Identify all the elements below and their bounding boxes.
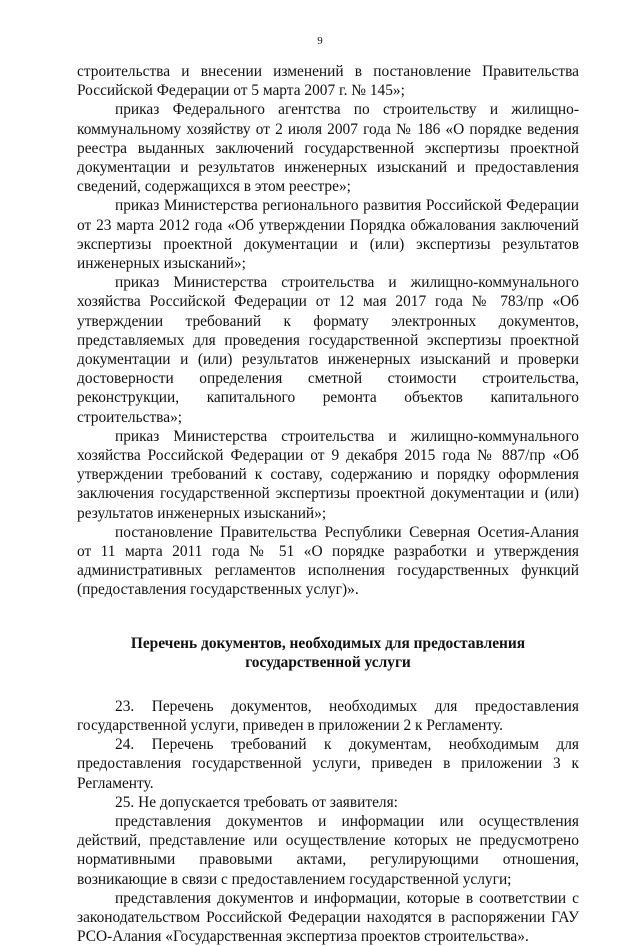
paragraph-resolution-51: постановление Правительства Республики Северная Осетия-Алания от 11 марта 2011 года № 51 «О порядке разработки и утверждения административных регламентов исполнения государственных функций (предоставления государственных услуг)». bbox=[77, 523, 579, 599]
paragraph-order-186: приказ Федерального агентства по строительству и жилищно-коммунальному хозяйству от 2 июля 2007 года № 186 «О порядке ведения реестра выданных заключений государственной экспертизы проектной документации и результатов инженерных изысканий и предоставления сведений, содержащихся в этом реестре»; bbox=[77, 101, 579, 196]
paragraph-23: 23. Перечень документов, необходимых для предоставления государственной услуги, приведен в приложении 2 к Регламенту. bbox=[77, 697, 579, 734]
paragraph-order-minregion: приказ Министерства регионального развития Российской Федерации от 23 марта 2012 года «Об утверждении Порядка обжалования заключений экспертизы проектной документации и (или) экспертизы результатов инженерных изысканий»; bbox=[77, 197, 579, 273]
paragraph-25: 25. Не допускается требовать от заявителя: bbox=[115, 793, 398, 811]
paragraph-order-887: приказ Министерства строительства и жилищно-коммунального хозяйства Российской Федерации от 9 декабря 2015 года № 887/пр «Об утверждении требований к составу, содержанию и порядку оформления заключения государственной экспертизы проектной документации и (или) результатов инженерных изысканий»; bbox=[77, 427, 579, 522]
paragraph-25-item-2: представления документов и информации, которые в соответствии с законодательством Российской Федерации находятся в распоряжении ГАУ РСО-Алания «Государственная экспертиза проектов строительства». bbox=[77, 889, 579, 946]
section-heading-line-1: Перечень документов, необходимых для предоставления bbox=[130, 634, 526, 652]
paragraph-order-783: приказ Министерства строительства и жилищно-коммунального хозяйства Российской Федерации от 12 мая 2017 года № 783/пр «Об утверждении требований к формату электронных документов, представляемых для проведения государственной экспертизы проектной документации и (или) результатов инженерных изысканий и проверки достоверности определения сметной стоимости строительства, реконструкции, капитального ремонта объектов капитального строительства»; bbox=[77, 274, 579, 426]
section-heading-line-2: государственной услуги bbox=[245, 653, 411, 671]
paragraph-25-item-1: представления документов и информации или осуществления действий, представление или осуществление которых не предусмотрено нормативными правовыми актами, регулирующими отношения, возникающие в связи с предоставлением государственной услуги; bbox=[77, 812, 579, 888]
page-number: 9 bbox=[317, 35, 323, 47]
paragraph-24: 24. Перечень требований к документам, необходимым для предоставления государственной услуги, приведен в приложении 3 к Регламенту. bbox=[77, 736, 579, 792]
document-body bbox=[77, 62, 579, 946]
section-heading bbox=[77, 634, 579, 672]
paragraph-continuation: строительства и внесении изменений в постановление Правительства Российской Федерации от 5 марта 2007 г. № 145»; bbox=[77, 63, 579, 100]
